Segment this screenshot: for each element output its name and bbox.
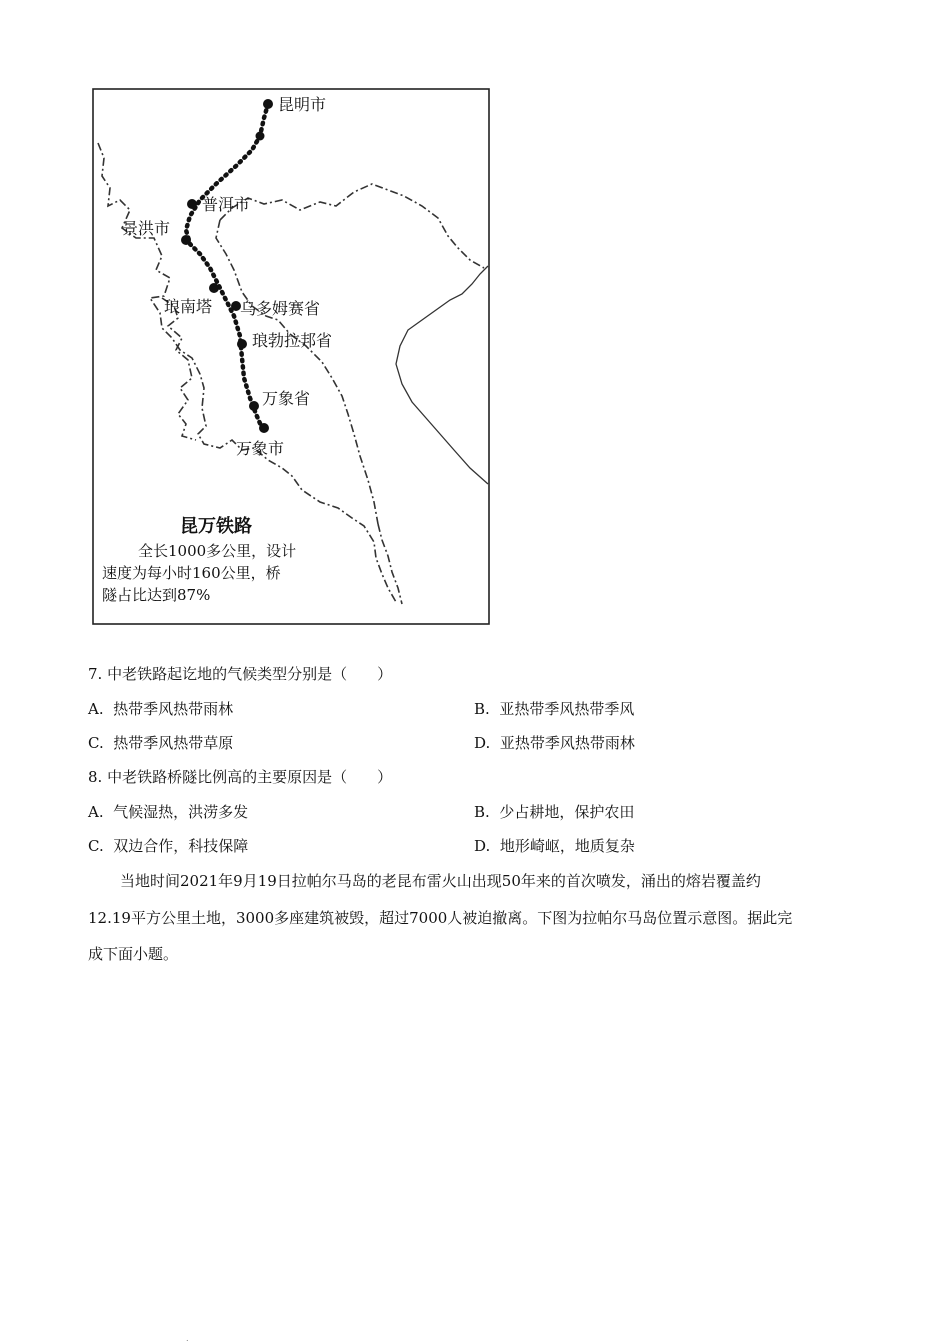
label-luangprabang: 琅勃拉邦省 <box>252 331 333 350</box>
label-kunming: 昆明市 <box>278 95 327 114</box>
railway-map-figure <box>92 88 490 625</box>
luangprabang-dot <box>237 339 247 349</box>
option-text: 少占耕地，保护农田 <box>499 803 635 821</box>
option-key: D. <box>474 734 491 752</box>
kunming-dot <box>263 99 273 109</box>
railway-map-svg <box>92 88 490 625</box>
label-vientiane-province: 万象省 <box>262 389 311 408</box>
question-8-option-c[interactable] <box>88 836 248 856</box>
option-key: C. <box>88 734 104 752</box>
option-key: B. <box>474 803 490 821</box>
label-luangnamtha: 琅南塔 <box>164 297 213 316</box>
question-8-stem: 8. 中老铁路桥隧比例高的主要原因是（ ） <box>88 768 393 786</box>
puer-dot <box>187 199 197 209</box>
info-line-2: 速度为每小时160公里，桥 <box>102 564 281 582</box>
option-text: 地形崎岖，地质复杂 <box>499 837 635 855</box>
question-8-option-b[interactable] <box>474 802 634 822</box>
option-text: 亚热带季风热带季风 <box>499 700 635 718</box>
label-vientiane-city: 万象市 <box>236 439 285 458</box>
passage-line-1: 当地时间2021年9月19日拉帕尔马岛的老昆布雷火山出现50年来的首次喷发，涌出的熔岩覆盖约 <box>120 872 761 890</box>
question-7-stem: 7. 中老铁路起讫地的气候类型分别是（ ） <box>88 665 393 683</box>
option-text: 热带季风热带草原 <box>113 734 234 752</box>
info-line-3: 隧占比达到87% <box>102 586 211 604</box>
info-line-1: 全长1000多公里，设计 <box>138 542 297 560</box>
option-key: C. <box>88 837 104 855</box>
passage-line-2: 12.19平方公里土地，3000多座建筑被毁，超过7000人被迫撤离。下图为拉帕尔马岛位置示意图。据此完 <box>88 909 793 927</box>
option-text: 亚热带季风热带雨林 <box>499 734 635 752</box>
question-7-option-d[interactable] <box>474 733 635 753</box>
passage-line-3: 成下面小题。 <box>88 945 179 963</box>
option-key: A. <box>88 803 104 821</box>
question-7-option-b[interactable] <box>474 699 634 719</box>
option-key: A. <box>88 700 104 718</box>
label-oudomxay: 乌多姆赛省 <box>240 299 321 318</box>
question-8-option-d[interactable] <box>474 836 635 856</box>
label-puer: 普洱市 <box>202 195 251 214</box>
waypoint-dot <box>256 132 265 141</box>
option-key: B. <box>474 700 490 718</box>
question-8-option-a[interactable] <box>88 802 248 822</box>
option-text: 气候湿热，洪涝多发 <box>113 803 249 821</box>
option-text: 双边合作，科技保障 <box>113 837 249 855</box>
question-7-option-a[interactable] <box>88 699 233 719</box>
vientiane-city-dot <box>259 423 269 433</box>
option-key: D. <box>474 837 491 855</box>
jinghong-dot <box>181 235 191 245</box>
vientiane-province-dot <box>249 401 259 411</box>
option-text: 热带季风热带雨林 <box>113 700 234 718</box>
luangnamtha-dot <box>209 283 219 293</box>
label-jinghong: 景洪市 <box>122 219 171 238</box>
footer-mark: . <box>186 1334 189 1343</box>
question-7-option-c[interactable] <box>88 733 233 753</box>
info-title: 昆万铁路 <box>180 516 252 537</box>
